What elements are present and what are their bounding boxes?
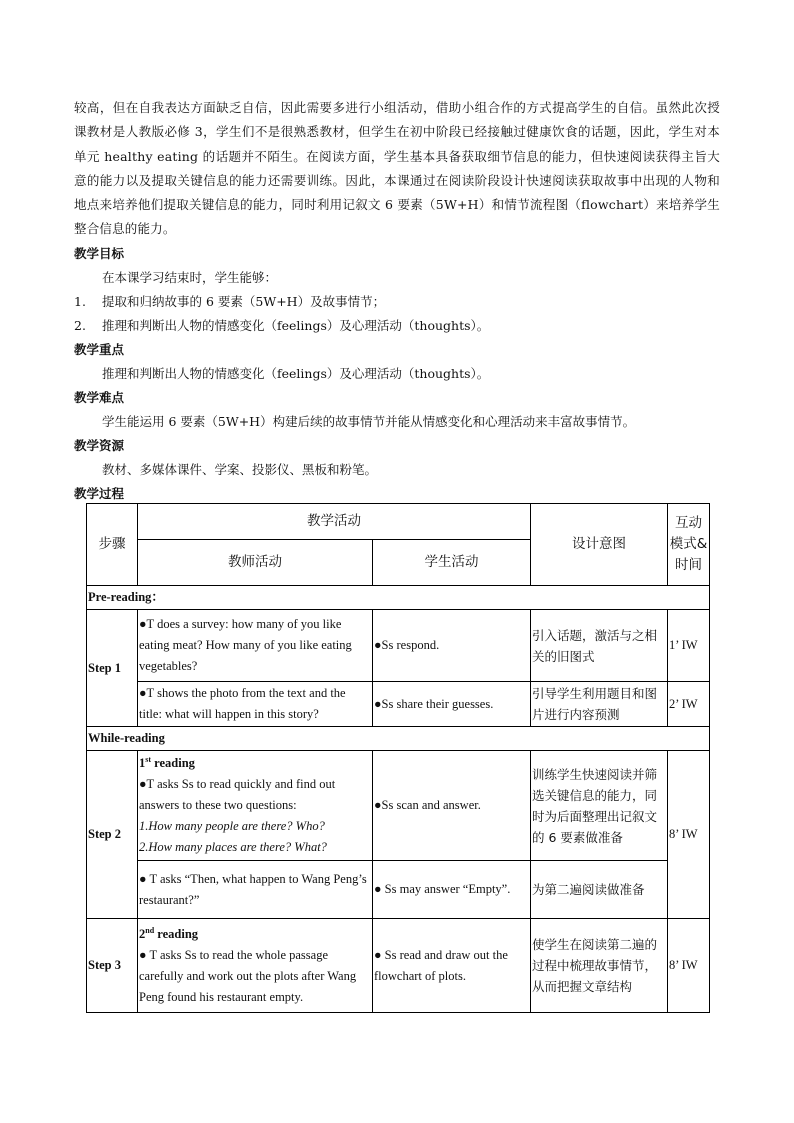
difficulty-heading: 教学难点 <box>74 389 125 405</box>
step-2-question-2: 2.How many places are there? What? <box>139 840 327 854</box>
stage-pre-reading: Pre-reading： <box>87 586 710 610</box>
objective-number: 2. <box>74 317 86 333</box>
step-1-student-1: ●Ss respond. <box>373 610 531 682</box>
objective-text: 提取和归纳故事的 6 要素（5W+H）及故事情节； <box>102 293 386 309</box>
intro-paragraph: 较高，但在自我表达方面缺乏自信，因此需要多进行小组活动，借助小组合作的方式提高学生的自信。虽然此次授课教材是人教版必修 3，学生们不是很熟悉教材，但学生在初中阶段已经接触过健康饮食的话题，因此，学生对本单元 healthy eating 的话题并不陌生。在阅读方面，学生基本具备获取细节信息的能力，但快速阅读获得主旨大意的能力以及提取关键信息的能力还需要训练。因此，本课通过在阅读阶段设计快速阅读获取故事中出现的人物和地点来培养他们提取关键信息的能力，同时利用记叙文 6 要素（5W+H）和情节流程图（flowchart）来培养学生整合信息的能力。 <box>74 100 720 237</box>
step-3-label: Step 3 <box>87 919 138 1013</box>
step-1-intent-2: 引导学生利用题目和图片进行内容预测 <box>531 682 668 727</box>
objective-item <box>74 314 720 338</box>
step-1-label: Step 1 <box>87 610 138 727</box>
header-activities: 教学活动 <box>138 504 531 540</box>
step-3-intent: 使学生在阅读第二遍的过程中梳理故事情节，从而把握文章结构 <box>531 919 668 1013</box>
step-2-question-1: 1.How many people are there? Who? <box>139 819 325 833</box>
step-2-mode: 8’ IW <box>668 751 710 919</box>
step-3-teacher-instruction: ● T asks Ss to read the whole passage carefully and work out the plots after Wang Peng found his restaurant empty. <box>139 947 357 1004</box>
objectives-heading: 教学目标 <box>74 245 125 261</box>
step-3-mode: 8’ IW <box>668 919 710 1013</box>
objective-number: 1. <box>74 293 86 309</box>
step-2-student-2: ● Ss may answer “Empty”. <box>373 861 531 919</box>
step-3-reading-title: 2nd reading <box>139 925 199 941</box>
step-2-intent-2: 为第二遍阅读做准备 <box>531 861 668 919</box>
header-intent: 设计意图 <box>531 504 668 586</box>
step-1-mode-1: 1’ IW <box>668 610 710 682</box>
step-1-teacher-1: ●T does a survey: how many of you like eating meat? How many of you like eating vegetables? <box>138 610 373 682</box>
step-2-intent-1: 训练学生快速阅读并筛选关键信息的能力，同时为后面整理出记叙文的 6 要素做准备 <box>531 751 668 861</box>
step-1-teacher-2: ●T shows the photo from the text and the title: what will happen in this story? <box>138 682 373 727</box>
key-point-heading: 教学重点 <box>74 341 125 357</box>
step-1-mode-2: 2’ IW <box>668 682 710 727</box>
header-step: 步骤 <box>87 504 138 586</box>
step-2-teacher-instruction: ●T asks Ss to read quickly and find out answers to these two questions: <box>139 777 336 812</box>
resources-text: 教材、多媒体课件、学案、投影仪、黑板和粉笔。 <box>102 461 378 477</box>
step-1-student-2: ●Ss share their guesses. <box>373 682 531 727</box>
stage-while-reading: While-reading <box>87 727 710 751</box>
header-teacher: 教师活动 <box>138 540 373 586</box>
resources-heading: 教学资源 <box>74 437 125 453</box>
objective-text: 推理和判断出人物的情感变化（feelings）及心理活动（thoughts）。 <box>102 317 490 333</box>
process-heading: 教学过程 <box>74 485 125 501</box>
step-3-teacher <box>138 919 373 1013</box>
objectives-list <box>74 290 720 338</box>
step-3-student: ● Ss read and draw out the flowchart of plots. <box>373 919 531 1013</box>
difficulty-text: 学生能运用 6 要素（5W+H）构建后续的故事情节并能从情感变化和心理活动来丰富故事情节。 <box>102 413 636 429</box>
key-point-text: 推理和判断出人物的情感变化（feelings）及心理活动（thoughts）。 <box>102 365 490 381</box>
objectives-intro: 在本课学习结束时，学生能够： <box>102 269 278 285</box>
step-2-label: Step 2 <box>87 751 138 919</box>
step-2-reading-title: 1st reading <box>139 754 195 770</box>
teaching-process-table <box>86 503 710 1013</box>
document-page <box>74 96 720 506</box>
header-mode: 互动模式&时间 <box>668 504 710 586</box>
step-2-student-1: ●Ss scan and answer. <box>373 751 531 861</box>
step-2-teacher-1 <box>138 751 373 861</box>
header-student: 学生活动 <box>373 540 531 586</box>
step-2-teacher-2: ● T asks “Then, what happen to Wang Peng’s restaurant?” <box>138 861 373 919</box>
objective-item <box>74 290 720 314</box>
step-1-intent-1: 引入话题，激活与之相关的旧图式 <box>531 610 668 682</box>
